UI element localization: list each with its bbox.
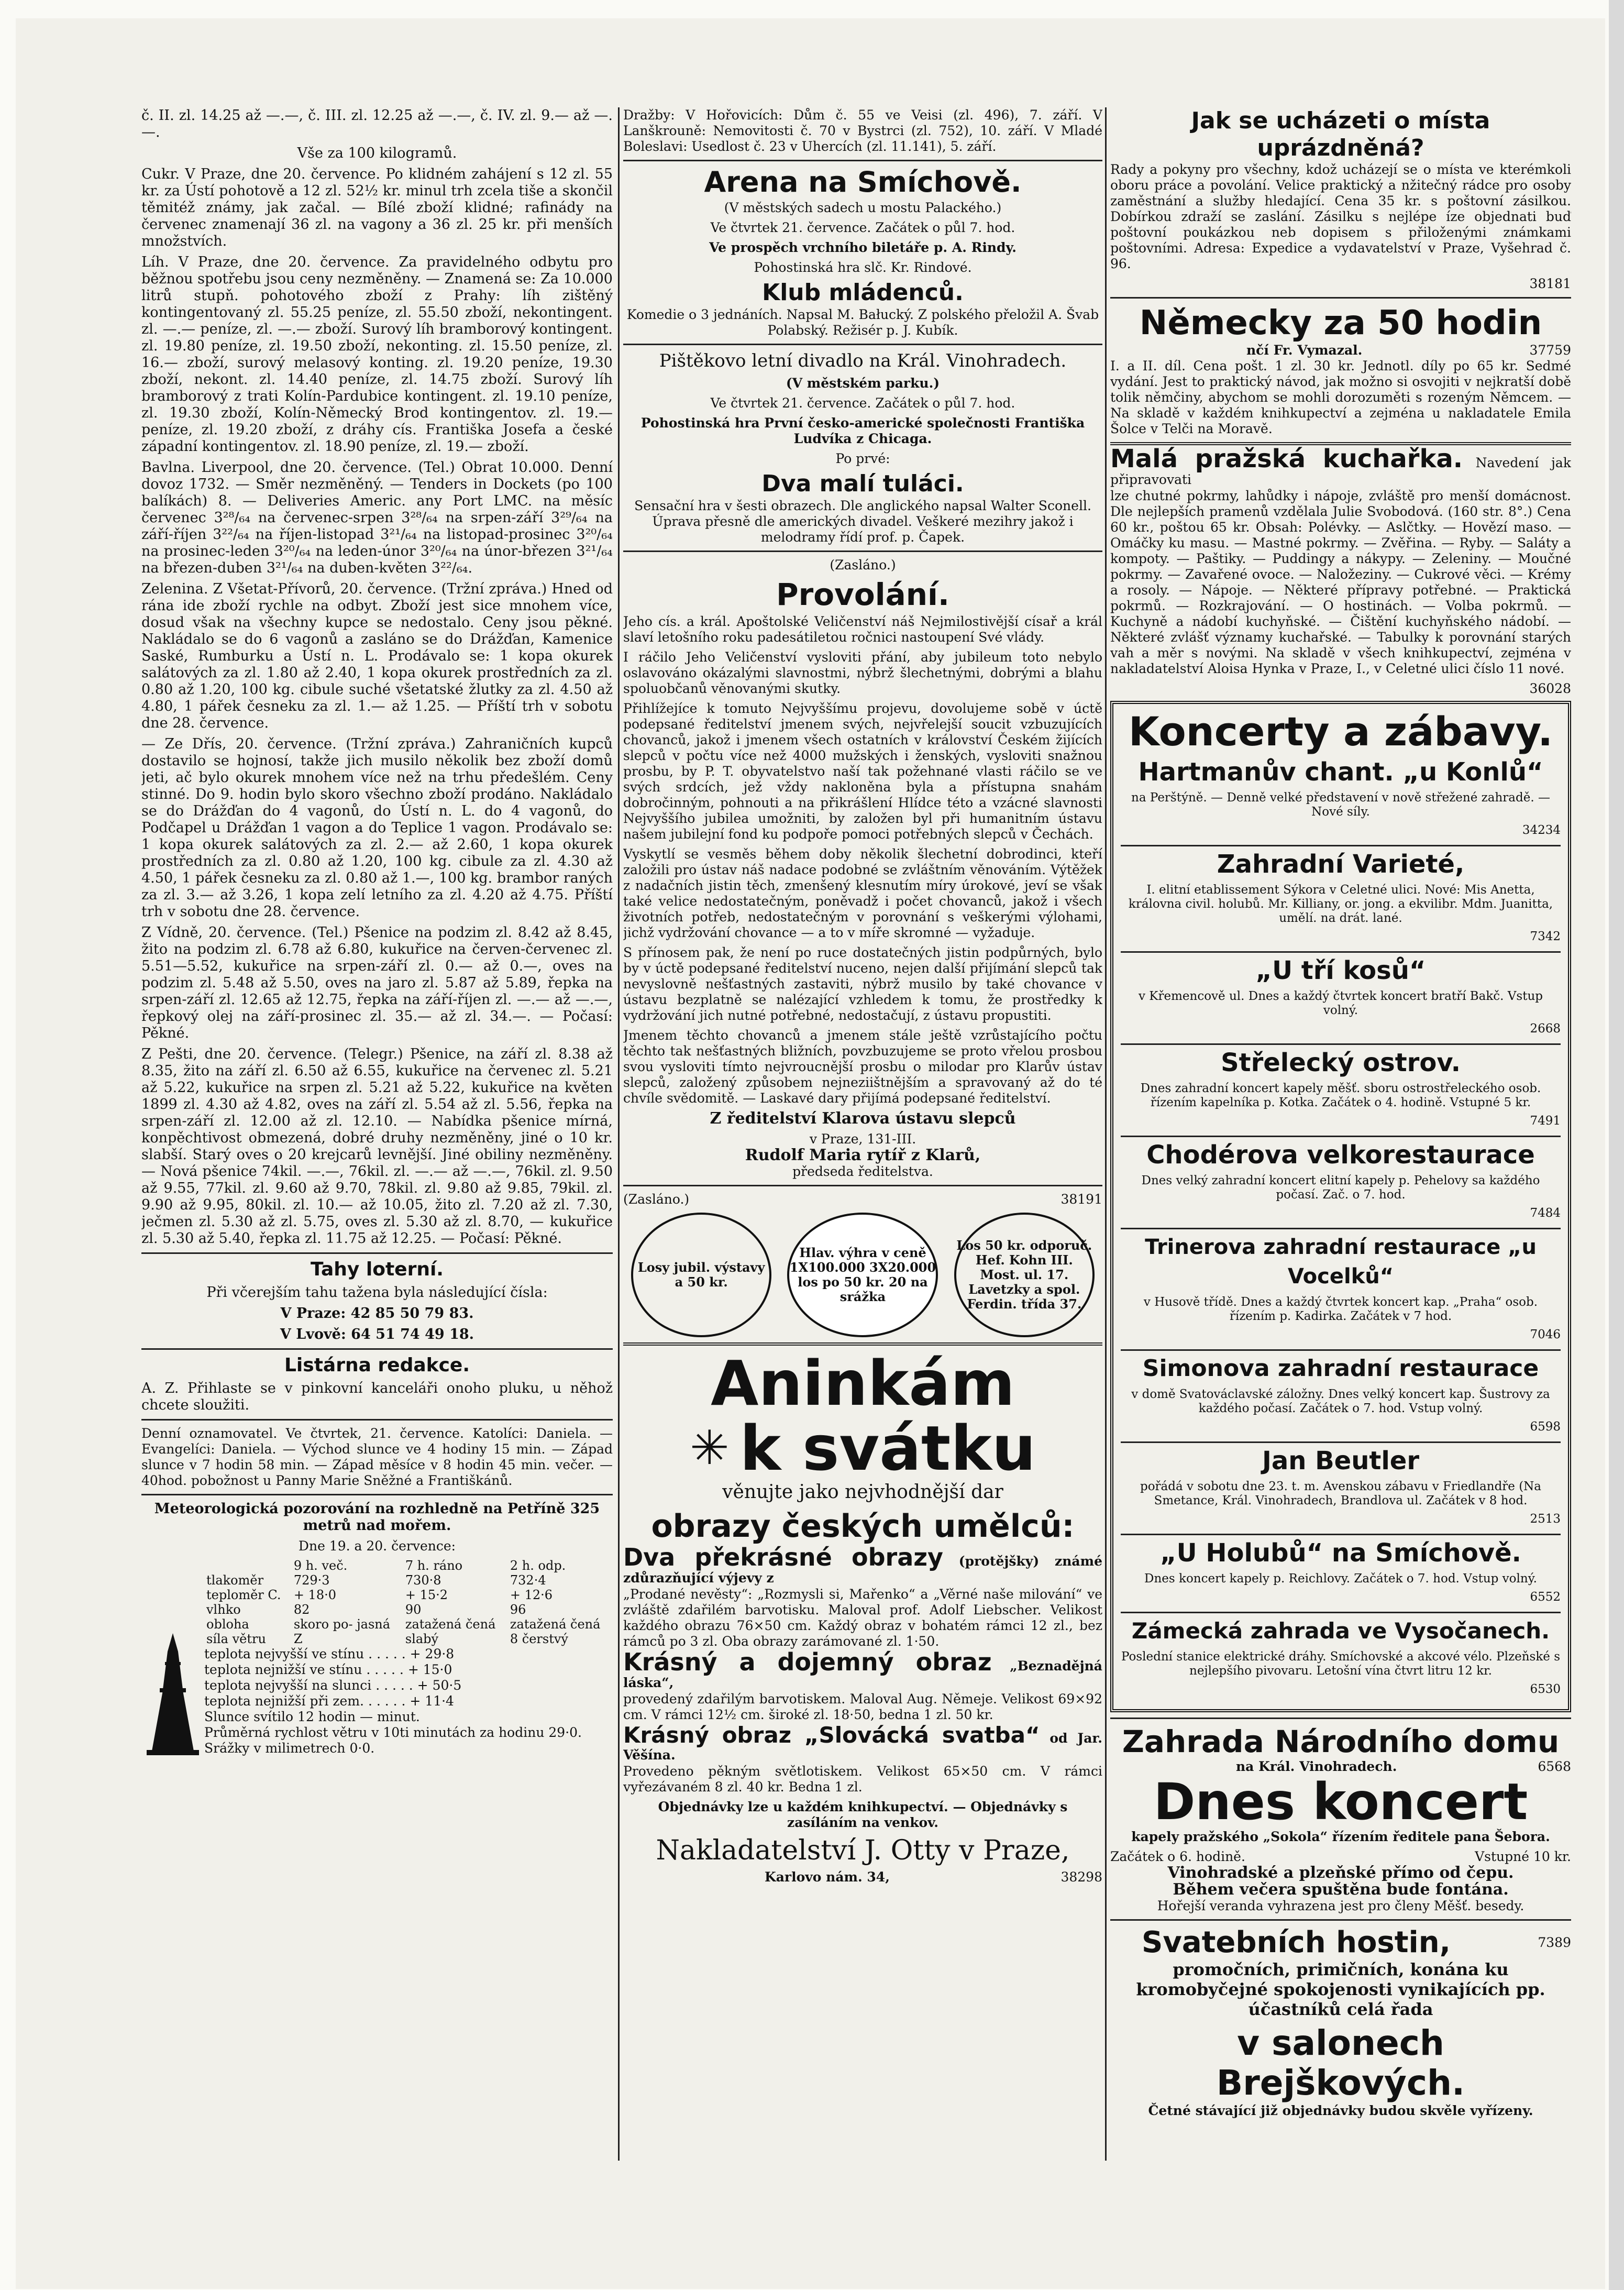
concert-name: Jan Beutler [1262, 1446, 1420, 1476]
arena-title: Arena na Smíchově. [704, 166, 1022, 199]
otto-publisher: Nakladatelství J. Otty v Praze, [656, 1835, 1070, 1866]
mala-text: lze chutné pokrmy, lahůdky i nápoje, zvláště pro menší domácnost. Dle nejlepších pramenů vzdělala Julie Svobodová. (160 str. 8°.) Cena 60 kr., poštou 65 kr. Obsah: Polévky. — Aslčtky. — Hovězí maso. — Omáčky ku masu. — Mastné pokrmy. — Zvěřina. — Ryby. — Saláty a kompoty. — Paštiky. — Puddingy a nákypy. — Zeleniny. — Moučné pokrmy. — Zavařené ovoce. — Naložeziny. — Cukrové věci. — Krémy a rosoly. — Nápoje. — Některé přípravy potřebné. — Praktická pokrmů. — Rozkrajování. — O hostinách. — Volba pokrmů. — Kuchyně a nádobí kuchyňské. — Čištění kuchyňského nádobí. — Některé zvlášť významy kuchařské. — Tabulky k porovnání starých vah a měr s novými. Na skladě v všech knihkupectví, zejména v nakladatelství Aloisa Hynka v Praze, I., v Celetné ulici číslo 11 nové. [1110, 488, 1571, 676]
listarna-title: Listárna redakce. [284, 1355, 470, 1376]
concert-name: Simonova zahradní restaurace [1142, 1355, 1539, 1382]
concert-name: Hartmanův chant. „u Konlů“ [1138, 757, 1543, 787]
list-item [1121, 953, 1561, 1045]
article-lih: Líh. V Praze, dne 20. července. Za pravidelného odbytu pro běžnou spotřebu jsou ceny nezměněny. — Znamená se: Za 10.000 litrů stupň. pohotového zboží z Prahy: líh zištěný kontingentovaný zl. 55.25 peníze, zl. 55.50 zboží, nekontingent. zl. —.— peníze, zl. —.— zboží. Surový líh bramborový kontingent. zl. 19.80 peníze, zl. 19.50 zboží, nekonting. zl. 15.50 peníze, zl. 16.— zboží, surový melasový konting. zl. 19.20 peníze, 19.30 zboží, nekont. zl. 14.40 peníze, zl. 14.75 zboží. Surový líh bramborový z trati Kolín-Pardubice kontingent. zl. 19.10 peníze, zl. 19.30 zboží, Kolín-Německý Brod kontingentov. zl. 19.— peníze, zl. 19.20 zboží, z dráhy cís. Františka Josefa a české západní kontingentov. zl. 18.90 peníze, zl. 19.— zboží. [141, 254, 613, 455]
jak-text: Rady a pokyny pro všechny, kdož ucházejí se o místa ve kterémkoli oboru práce a povolání. Velice praktický a nžitečný rádce pro osoby zaměstnání a služby hledající. Cena 35 kr. s poštovní zásilkou. Dobírkou zdraží se zaslání. Zásilku s nejlépe íze objednati buď poštovní poukázkou neb dopisem s přiloženými známkami poštovními. Adresa: Expedice a vydavatelství v Praze, Vyšehrad č. 96. [1110, 162, 1571, 271]
nemecky-author: nčí Fr. Vymazal. [1246, 343, 1363, 358]
svatebnich-foot: Četné stávající již objednávky budou skvěle vyřízeny. [1148, 2103, 1533, 2118]
article-drazdany: — Ze Dřís, 20. července. (Tržní zpráva.) Zahraničních kupců dostavilo se hojnosí, takže jich musilo několik bez zboží domů jeti, ač bylo okurek mnohem více než na trhu předešlém. Ceny stinné. Do 9. hodin bylo skoro všechno zboží prodáno. Nakládalo se do Drážďan do 4 vagonů, do Ústí n. L. do 4 vagonů, do Podčapel u Drážďan 1 vagon a do Teplice 1 vagon. Prodávalo se: 1 kopa okurek salátových za zl. 2.— až 2.60, 1 kopa okurek prostředních za zl. 0.80 až 1.20, 100 kg. cibule za zl. 4.30 až 4.50, 1 pářek česneku za zl. 0.80 až 1.—, 100 kg. brambor raných za zl. 3.— až 3.26, 1 kopa zelí letního za zl. 4.20 až 4.75. Příští trh v sobotu dne 28. července. [141, 736, 613, 920]
concert-name: Zahradní Varieté, [1217, 850, 1465, 879]
list-item [1121, 1443, 1561, 1535]
article-pest: Z Pešti, dne 20. července. (Telegr.) Pšenice, na září zl. 8.38 až 8.35, žito na září zl. 6.50 až 6.55, kukuřice na červenec zl. 5.21 až 5.22, kukuřice na srpen zl. 5.21 až 5.22, kukuřice na květen 1899 zl. 4.30 až 4.82, oves na září zl. 5.54 až zl. 5.56, řepka na srpen-září zl. 12.00 až zl. 12.10. — Nabídka pšenice mírná, konpěchtivost obmezená, dobré druhy nezměněny, jiné o 10 kr. slabší. Starý oves o 20 krejcarů levnější. Jiné obiliny nezměněny. — Nová pšenice 74kil. —.—, 76kil. zl. —.— až —.—, 76kil. zl. 9.50 až 9.55, 77kil. zl. 9.60 až 9.70, 78kil. zl. 9.80 až 9.85, 79kil. zl. 9.90 až 9.95, 80kil. zl. 10.— až 10.05, žito zl. 7.20 až zl. 7.30, ječmen zl. 5.30 až zl. 5.75, oves zl. 5.30 až zl. 8.70, — kukuřice zl. 5.30 až 5.40, řepka zl. 11.75 až 12.25. — Počasí: Pěkné. [141, 1046, 613, 1247]
provolani-sign: předseda ředitelstva. [792, 1164, 933, 1179]
ad-number: 2668 [1530, 1022, 1561, 1036]
ad-number: 7491 [1530, 1114, 1561, 1128]
slovacka-note: od Jar. Věšína. [623, 1731, 1102, 1763]
market-note: Vše za 100 kilogramů. [297, 145, 457, 161]
jak-title: Jak se ucházeti o místa uprázdněná? [1191, 107, 1490, 161]
meteo-title: Meteorologická pozorování na rozhledně na Petříně 325 metrů nad mořem. [154, 1501, 600, 1534]
concert-name: Zámecká zahrada ve Vysočanech. [1131, 1618, 1550, 1644]
list-item [1121, 1613, 1561, 1704]
klub-desc: Komedie o 3 jednáních. Napsal M. Bałucký. Z polského přeložil A. Švab Polabský. Režisér p. J. Kubík. [626, 307, 1099, 338]
table-row: tlakoměr 729·3 730·8 732·4 [206, 1573, 546, 1588]
listarna-text: A. Z. Přihlaste se v pinkovní kanceláři onoho pluku, u něhož chcete sloužiti. [141, 1380, 613, 1413]
article-bavlna: Bavlna. Liverpool, dne 20. července. (Tel.) Obrat 10.000. Denní dovoz 1732. — Směr nezměněný. — Tenders in Dockets (po 100 balíkách) 8. — Deliveries Americ. any Port LMC. na měsíc červenec 3²⁸/₆₄ na červenec-srpen 3²⁸/₆₄ na srpen-září 3²⁹/₆₄ na září-říjen 3²²/₆₄ na říjen-listopad 3²¹/₆₄ na listopad-prosinec 3²⁰/₆₄ na prosinec-leden 3²⁰/₆₄ na leden-únor 3²⁰/₆₄ na únor-březen 3²¹/₆₄ na březen-duben 3²¹/₆₄ na duben-květen 3²²/₆₄. [141, 459, 613, 576]
meteo-line: Srážky v milimetrech 0·0. [204, 1741, 375, 1756]
dva-title: Dva malí tuláci. [761, 470, 964, 497]
concert-name: Chodérova velkorestaurace [1146, 1140, 1535, 1170]
concert-desc: I. elitní etablissement Sýkora v Celetné ulici. Nové: Mis Anetta, královna civil. holubů. Mr. Killiany, or. jong. a ekvilibr. Mdm. Juanitta, umělí. na drát. lané. [1128, 883, 1553, 925]
concert-desc: Poslední stanice elektrické dráhy. Smíchovské a akcové vélo. Plzeňské s nejlepšího pivovaru. Letošní vína čtvrt litru 12 kr. [1121, 1650, 1561, 1678]
lottery-ad [623, 1213, 1102, 1337]
krasny-text: provedený zdařilým barvotiskem. Maloval Aug. Němeje. Velikost 69×92 cm. V rámci 12½ cm. široké zl. 18·50, bedna 1 zl. 50 kr. [623, 1691, 1102, 1722]
ad-number: 38298 [1060, 1869, 1102, 1885]
krasny-note: „Beznadějná láska“, [623, 1658, 1102, 1690]
table-row: obloha skoro po- jasná zatažená čená zatažená čená [206, 1617, 601, 1632]
lottery-oval: Hlav. výhra v ceně 1X100.000 3X20.000 los po 50 kr. 20 na srážka [787, 1213, 938, 1337]
venujte: věnujte jako nejvhodnější dar [722, 1481, 1003, 1503]
list-item [1121, 1535, 1561, 1613]
zaslano-label: (Zasláno.) [830, 557, 896, 572]
dva-desc: Sensační hra v šesti obrazech. Dle anglického napsal Walter Sconell. Úprava přesně dle amerických divadel. Veškeré mezihry jakož i melodramy řídí prof. p. Čapek. [634, 498, 1091, 545]
provolani-sign: v Praze, 131-III. [809, 1131, 916, 1147]
zahrada-sub: na Král. Vinohradech. [1236, 1759, 1397, 1774]
meteo-line: Slunce svítilo 12 hodin — minut. [204, 1709, 420, 1724]
svatebnich-title: Svatebních hostin, [1142, 1925, 1451, 1959]
arena-sub: (V městských sadech u mostu Palackého.) [724, 200, 1002, 215]
ad-number: 7342 [1530, 930, 1561, 943]
ad-number: 36028 [1529, 681, 1571, 696]
ad-number: 6552 [1530, 1590, 1561, 1604]
pistek-title: Pištěkovo letní divadlo na Král. Vinohradech. [659, 350, 1067, 371]
lottery-intro: Při včerejším tahu tažena byla následující čísla: [206, 1284, 548, 1301]
concert-desc: Dnes koncert kapely p. Reichlovy. Začátek o 7. hod. Vstup volný. [1144, 1572, 1537, 1586]
denni-oznamovatel: Denní oznamovatel. Ve čtvrtek, 21. července. Katolíci: Daniela. — Evangelíci: Daniela. — Východ slunce ve 4 hodiny 15 min. — Západ slunce v 7 hodin 58 min. — Západ měsíce v 8 hodin 45 min. večer. — 40hod. pobožnost u Panny Marie Sněžné a Františkánů. [141, 1426, 613, 1488]
arena-play: Pohostinská hra slč. Kr. Rindové. [754, 260, 972, 275]
objednavky: Objednávky lze u každém knihkupectví. — Objednávky s zasíláním na venkov. [658, 1799, 1068, 1830]
meteo-line: Průměrná rychlost větru v 10ti minutách za hodinu 29·0. [204, 1725, 582, 1740]
slovacka-title: Krásný obraz „Slovácká svatba“ [623, 1722, 1040, 1748]
ad-number: 34234 [1522, 823, 1561, 837]
nemecky-text: I. a II. díl. Cena pošt. 1 zl. 30 kr. Jednotl. díly po 65 kr. Sedmé vydání. Jest to praktický návod, jak možno si osvojiti v nejkratší době tolik němčiny, abychom se mohli dorozuměti s rozeným Němcem. — Na skladě v každém knihkupectví a zejména u nakladatele Emila Šolce v Telči na Moravě. [1110, 358, 1571, 436]
provolani-p6: Jmenem těchto chovanců a jmenem stále ještě vzrůstajícího počtu těchto tak nešťastných bližních, povzbuzujeme se proto vřelou prosbou svou vysloviti tímto nejvroucnější prosbu o milodar pro Klarův ústav slepců, založený způsobem nejneziištnějším a spravovaný až do té chvíle svědomitě. — Laskavé dary přijímá podepsané ředitelství. [623, 1028, 1102, 1106]
page-edge [1609, 0, 1624, 2290]
lottery-oval: Los 50 kr. odporuč. Hef. Kohn III. Most. ul. 17. Lavetzky a spol. Ferdin. třída 37. [954, 1213, 1095, 1337]
dva-obrazy-note: (protějšky) známé zdůrazňující výjevy z [623, 1554, 1102, 1586]
concert-desc: v Křemencově ul. Dnes a každý čtvrtek koncert bratří Bakč. Vstup volný. [1139, 989, 1543, 1017]
table-row: teploměr C. + 18·0 + 15·2 + 12·6 [206, 1588, 553, 1602]
meteo-line: teplota nejvyšší ve stínu . . . . . + 29·8 [204, 1646, 455, 1661]
ad-number: 37759 [1529, 343, 1571, 358]
ad-number: 6598 [1530, 1420, 1561, 1434]
column-rule [1105, 107, 1107, 2161]
lottery-lvov: V Lvově: 64 51 74 49 18. [280, 1326, 474, 1342]
column-rule [618, 107, 620, 2161]
provolani-p3: Přihlížejíce k tomuto Nejvyššímu projevu, dovolujeme sobě v úctě podepsané ředitelství jmenem svých, nejvřelejší soucit vzbuzujících chovanců, jakož i jmenem všech ostatních v království Českém žijících slepců v počtu více než 4000 mužských i ženských, vysloviti snažnou prosbu, by P. T. obyvatelstvo naší tak požehnané vlasti ráčilo se ve svých srdcích, jež vždy nakloněna byla a přístupna snahám dobročinným, pohnouti a na přikrášlení Hlídce této a vzácné slavnosti Nejvyššího jubilea umožniti, by založen byl při humanitním ústavu našem jubilejní fond ku podpoře pomoci potřebných slepců v Čechách. [623, 701, 1102, 842]
zahrada-fountain: Během večera spuštěna bude fontána. [1173, 1880, 1509, 1899]
dva-obrazy-text: „Prodané nevěsty“: „Rozmysli si, Mařenko“ a „Věrné naše milování“ ve zvláště zdařilém barvotisku. Maloval prof. Adolf Liebscher. Velikost každého obrazu 76×50 cm. Každý obraz v bohatém rámci 12 zl., bez rámců po 3 zl. Oba obrazy zarámované zl. 1·50. [623, 1587, 1102, 1649]
table-row: vlhko 82 90 96 [206, 1602, 526, 1617]
kapela: kapely pražského „Sokola“ řízením ředitele pana Šebora. [1131, 1829, 1550, 1844]
provolani-sign: Rudolf Maria rytíř z Klarů, [745, 1146, 981, 1164]
list-item [1121, 754, 1561, 846]
table-row: síla větru Z slabý 8 čerstvý [206, 1632, 568, 1646]
arena-benefit: Ve prospěch vrchního biletáře p. A. Rindy. [709, 240, 1017, 255]
zahrada-start: Začátek o 6. hodině. [1110, 1849, 1245, 1864]
mala-title: Malá pražská kuchařka. [1110, 444, 1463, 474]
zahrada-note: Hořejší veranda vyhrazena jest pro členy Měšť. besedy. [1157, 1898, 1524, 1913]
obrazy-title: obrazy českých umělců: [651, 1508, 1075, 1545]
concert-desc: na Perštýně. — Denně velké představení v nově střežené zahradě. — Nové síly. [1131, 791, 1550, 819]
provolani-sign: Z ředitelství Klarova ústavu slepců [710, 1109, 1016, 1128]
arena-date: Ve čtvrtek 21. července. Začátek o půl 7. hod. [710, 220, 1015, 235]
lottery-praha: V Praze: 42 85 50 79 83. [280, 1305, 474, 1322]
column-ads [1110, 107, 1571, 2204]
nemecky-title: Německy za 50 hodin [1139, 304, 1542, 343]
provolani-p5: S přínosem pak, že není po ruce dostatečných jistin podpůrných, bylo by v úctě podepsané ředitelství nuceno, nejen další přijímání slepců tak nevyslovně nešťastných zastaviti, nýbrž musilo by také chovance v ústavu bezplatně se nalézající vzhledem k tomu, že prostředky k vydržování jich nutné potřebné, nedostačují, z ústavu propustiti. [623, 945, 1102, 1023]
provolani-p1: Jeho cís. a král. Apoštolské Veličenství náš Nejmilostivější císař a král slaví letošního roku padesátiletou ročnici nastoupení Své vlády. [623, 614, 1102, 645]
krasny-title: Krásný a dojemný obraz [623, 1648, 992, 1676]
concert-desc: v domě Svatováclavské záložny. Dnes velký koncert kap. Šustrovy za každého počasí. Začátek o 7. hod. Vstup volný. [1131, 1388, 1550, 1415]
mala-note: Navedení jak připravovati [1110, 455, 1571, 487]
ad-number: 6568 [1538, 1759, 1571, 1774]
zaslano-label: (Zasláno.) [623, 1192, 690, 1207]
meteo-date: Dne 19. a 20. července: [298, 1538, 456, 1554]
provolani-p2: I ráčilo Jeho Veličenství vysloviti přání, aby jubileum toto nebylo oslavováno okázalými slavnostmi, nýbrž šlechetnými, dobrými a blahu spoluobčanů věnovanými skutky. [623, 649, 1102, 696]
concert-name: „U Holubů“ na Smíchově. [1160, 1538, 1521, 1568]
star-icon: ✳ [690, 1421, 730, 1476]
pistek-sub: (V městském parku.) [786, 376, 940, 391]
pistek-date: Ve čtvrtek 21. července. Začátek o půl 7. hod. [710, 395, 1015, 411]
lottery-oval: Losy jubil. výstavy a 50 kr. [631, 1213, 771, 1337]
slovacka-text: Provedeno pěkným světlotiskem. Velikost 65×50 cm. V rámci vyřezávaném 8 zl. 40 kr. Bedna 1 zl. [623, 1764, 1102, 1794]
meteo-line: teplota nejnižší při zem. . . . . . + 11·4 [204, 1693, 454, 1709]
ad-number: 2513 [1530, 1512, 1561, 1526]
drazby: Dražby: V Hořovicích: Dům č. 55 ve Veisi (zl. 496), 7. září. V Lanškrouně: Nemovitosti č. 70 v Bystrci (zl. 752), 10. září. V Mladé Boleslavi: Usedlost č. 23 v Uhercích (zl. 11.141), 5. září. [623, 107, 1102, 154]
concert-name: Střelecký ostrov. [1221, 1048, 1461, 1077]
svatebnich-text: promočních, primičních, konána ku kromobyčejné spokojenosti vynikajících pp. účastníků celá řada [1136, 1959, 1545, 2019]
article-cukr: Cukr. V Praze, dne 20. července. Po klidném zahájení s 12 zl. 55 kr. za Ústí pohotově a 12 zl. 52½ kr. minul trh zcela tiše a skončil těmitéž známy, jak začal. — Bílé zboží klidné; rafinády na červenec znamenají 36 zl. na vagony a 36 zl. 25 kr. při menších množstvích. [141, 166, 613, 249]
aninkam-title: Aninkám [711, 1347, 1015, 1419]
market-prices: č. II. zl. 14.25 až —.—, č. III. zl. 12.25 až —.—, č. IV. zl. 9.— až —.—. [141, 107, 613, 140]
pistek-guest: Pohostinská hra První česko-americké společnosti Františka Ludvíka z Chicaga. [640, 415, 1085, 446]
meteo-block [141, 1501, 613, 1756]
article-viden: Z Vídně, 20. července. (Tel.) Pšenice na podzim zl. 8.42 až 8.45, žito na podzim zl. 6.78 až 6.80, kukuřice na červen-červenec zl. 5.51—5.52, kukuřice na srpen-září zl. 0.— až 0.—, oves na podzim zl. 5.48 až 5.50, oves na jaro zl. 5.87 až 5.89, řepka na srpen-září zl. 12.65 až 12.75, řepka na září-říjen zl. —.— až —.—, řepkový olej na září-prosinec zl. 35.— až zl. 34.—. — Počasí: Pěkné. [141, 924, 613, 1041]
list-item [1121, 1045, 1561, 1137]
column-theatre [623, 107, 1102, 2204]
concerts-box [1110, 701, 1571, 1712]
pistek-first: Po prvé: [835, 451, 890, 466]
v-salonech: v salonech Brejškových. [1216, 2023, 1465, 2103]
ksvatku-title: k svátku [739, 1412, 1036, 1484]
concert-desc: v Husově třídě. Dnes a každý čtvrtek koncert kap. „Praha“ osob. řízením p. Kadirka. Začátek v 7 hod. [1143, 1295, 1538, 1323]
ad-number: 38191 [1060, 1192, 1102, 1207]
ad-number: 38181 [1529, 276, 1571, 291]
dva-obrazy-title: Dva překrásné obrazy [623, 1543, 944, 1571]
concert-name: Trinerova zahradní restaurace „u Vocelků“ [1145, 1235, 1537, 1289]
column-market [141, 107, 613, 2204]
zahrada-beer: Vinohradské a plzeňské přímo od čepu. [1167, 1864, 1514, 1882]
ad-number: 7484 [1530, 1206, 1561, 1220]
lottery-title: Tahy loterní. [311, 1259, 444, 1280]
koncerty-title: Koncerty a zábavy. [1128, 708, 1553, 755]
list-item [1121, 1229, 1561, 1351]
dnes-koncert: Dnes koncert [1153, 1772, 1528, 1831]
meteo-table: 9 h. več. 7 h. ráno 2 h. odp. tlakoměr 729·3 730·8 732·4 teploměr C. + 18·0 + 15·2 + 12·6 vlhko 82 90 96 obloha skoro po- jasná zatažená čená zatažená čená síla větru Z slabý 8 čerstvý [204, 1558, 613, 1646]
ad-number: 6530 [1530, 1682, 1561, 1696]
provolani-p4: Vyskytlí se vesměs během doby několik šlechetní dobrodinci, kteří založili pro ústav náš nadace podobné se zvláštním věnováním. Výtěžek z nadačních jistin těch, zmenšený klesnutím míry úrokové, jeví se však také velice nedostatečným, poněvadž i počet chovanců, jakož i všech životních potřeb, nedostatečným v porovnání s veškerými výlohami, jichž vydržování chovance — a to v míře skromné — vyžaduje. [623, 846, 1102, 940]
provolani-title: Provolání. [776, 577, 949, 612]
klub-title: Klub mládenců. [762, 279, 964, 306]
otto-address: Karlovo nám. 34, [765, 1869, 890, 1885]
list-item [1121, 846, 1561, 953]
zahrada-title: Zahrada Národního domu [1122, 1724, 1560, 1759]
concert-desc: Dnes velký zahradní koncert elitní kapely p. Pehelovy sa každého počasí. Zač. o 7. hod. [1141, 1174, 1540, 1202]
article-zelenina: Zelenina. Z Všetat-Přívorů, 20. července. (Tržní zpráva.) Hned od rána ide zboží rychle na odbyt. Zboží jest sice mnohem více, dosud však na všechny kupce se nedostalo. Ceny jsou pěkné. Nakládalo se do 6 vagonů a zasláno se do Drážďan, Kamenice Saské, Rumburku a Ústí n. L. Prodávalo se: 1 kopa okurek salátových za zl. 1.80 až 2.40, 1 kopa okurek prostředních za zl. 0.80 až 1.20, 100 kg. cibule suché všetatské žlutky za zl. 4.50 až 4.80, 1 pářek česneku za zl. 1.— až 1.25. — Příští trh v sobotu dne 28. července. [141, 581, 613, 731]
concert-desc: pořádá v sobotu dne 23. t. m. Avenskou zábavu v Friedlandře (Na Smetance, Král. Vinohradech, Brandlova ul. Začátek v 8 hod. [1140, 1480, 1542, 1507]
meteo-line: teplota nejvyšší na slunci . . . . . + 50·5 [204, 1678, 462, 1693]
ad-number: 7046 [1530, 1328, 1561, 1341]
petrin-tower-icon [141, 1631, 204, 1756]
list-item [1121, 1137, 1561, 1229]
zahrada-entry: Vstupné 10 kr. [1475, 1849, 1571, 1864]
ad-number: 7389 [1538, 1935, 1571, 1950]
list-item [1121, 1351, 1561, 1443]
concert-name: „U tří kosů“ [1255, 956, 1426, 985]
meteo-line: teplota nejnižší ve stínu . . . . . + 15·0 [204, 1662, 452, 1677]
concert-desc: Dnes zahradní koncert kapely měšť. sboru ostrostřeleckého osob. řízením kapelníka p. Kotka. Začátek o 4. hodině. Vstupné 5 kr. [1140, 1082, 1541, 1109]
